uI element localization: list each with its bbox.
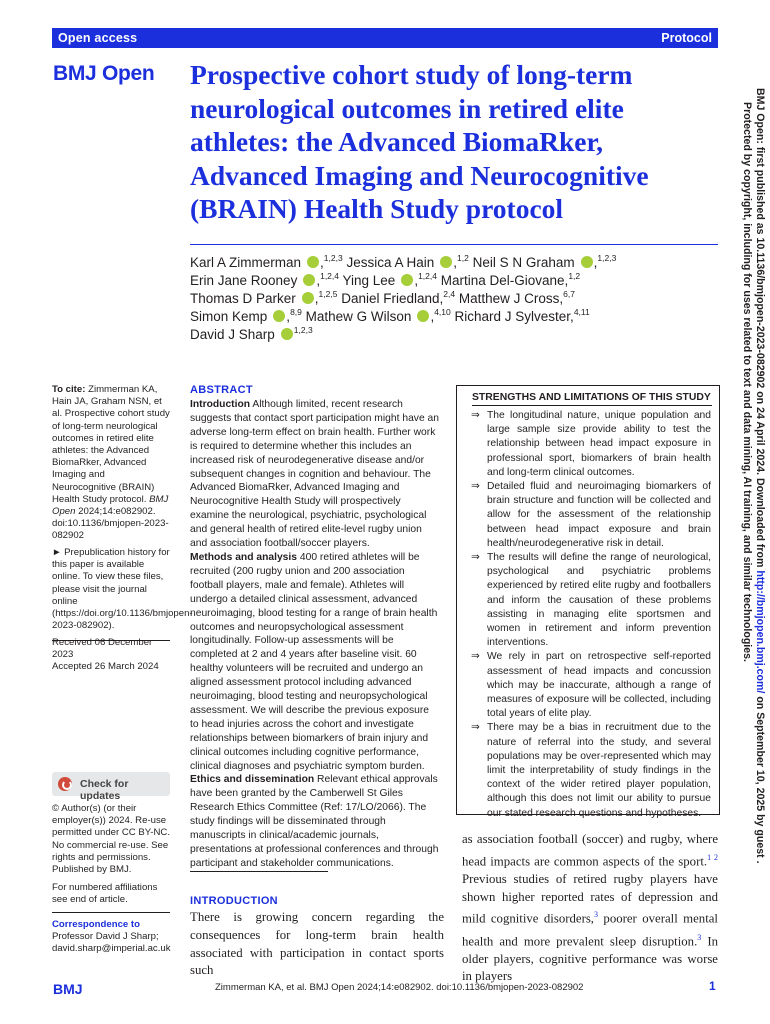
body-text-b: Previous studies of retired rugby players have shown higher reported rates of depression and mild cognitive disorders, [462, 871, 718, 926]
author-name [190, 273, 339, 288]
sidebar-divider-2 [52, 912, 170, 913]
abstract-body [190, 398, 440, 871]
author-separator: , [286, 309, 291, 324]
ref-link[interactable]: 3 [697, 932, 702, 942]
orcid-icon[interactable] [302, 292, 314, 304]
affiliations-note: For numbered affiliations see end of article. [52, 882, 158, 906]
abstract-end-rule [190, 871, 328, 872]
author-affiliation: 4,10 [434, 307, 451, 317]
strengths-item-text: The results will define the range of neurological, psychological and psychiatric problems experienced by retired elite rugby and footballers and inform the causation of these problems assisting in managing elite sportsmen and women in retirement and inform prevention interventions. [487, 552, 711, 649]
orcid-icon[interactable] [440, 256, 452, 268]
arrow-icon: ⇒ [471, 651, 480, 663]
ref-link[interactable]: 3 [594, 910, 599, 920]
journal-logo[interactable]: BMJ Open [53, 62, 155, 85]
body-text-col2 [462, 831, 718, 986]
abstract-ethics-label: Ethics and dissemination [190, 774, 315, 786]
author-name-text: Daniel Friedland, [341, 291, 444, 306]
page-number: 1 [709, 979, 716, 993]
author-affiliation: 1,2 [568, 271, 581, 281]
abstract-ethics-text: Relevant ethical approvals have been granted by the Camberwell St Giles Research Ethics Committee (Ref: 17/LO/2066). The study findings will be disseminated through manuscripts in clinical/academic journals, presentations at professional conferences and through participant and stakeholder communications. [190, 774, 439, 869]
article-title: Prospective cohort study of long-term neurological outcomes in retired elite athletes: the Advanced BiomaRker, Advanced Imaging and Neurocognitive (BRAIN) Health Study protocol [190, 59, 649, 224]
notice-link[interactable]: http://bmjopen.bmj.com/ [754, 570, 766, 694]
author-name-text: Jessica A Hain [346, 255, 435, 270]
body-text-a: as association football (soccer) and rugby, where head impacts are common aspects of the sport. [462, 832, 718, 869]
author-name-text: David J Sharp [190, 327, 275, 342]
author-separator: , [314, 291, 319, 306]
correspondence-name: Professor David J Sharp; [52, 931, 159, 943]
author-affiliation: 1,2,4 [418, 271, 437, 281]
received-date: Received 06 December 2023 [52, 637, 153, 661]
strengths-item-text: The longitudinal nature, unique population and large sample size provide ability to test the relationship between head impact exposure in professional sport, biomarkers of brain health and long-term clinical outcomes. [487, 410, 711, 478]
author-name-text: Mathew G Wilson [305, 309, 412, 324]
dates-block [52, 637, 170, 674]
author-name-text: Martina Del-Giovane, [440, 273, 569, 288]
author-name [441, 273, 580, 288]
accepted-date: Accepted 26 March 2024 [52, 661, 159, 673]
arrow-icon: ⇒ [471, 722, 480, 734]
author-affiliation: 1,2,5 [318, 289, 338, 299]
author-affiliation: 1,2,4 [320, 271, 339, 281]
author-separator: , [414, 273, 419, 288]
author-name-text: Neil S N Graham [472, 255, 575, 270]
abstract-methods-label: Methods and analysis [190, 551, 298, 563]
orcid-icon[interactable] [307, 256, 319, 268]
arrow-icon: ⇒ [471, 481, 480, 493]
notice-line1-b: on September 10, 2025 by guest . [754, 693, 766, 864]
copyright-vertical-notice [740, 88, 766, 988]
strengths-item [471, 409, 711, 480]
strengths-item [471, 480, 711, 551]
author-affiliation: 4,11 [573, 307, 590, 317]
author-name-text: Karl A Zimmerman [190, 255, 302, 270]
notice-line1-a: BMJ Open: first published as 10.1136/bmjopen-2023-082902 on 24 April 2024. Downloaded from [754, 88, 766, 571]
orcid-icon[interactable] [401, 274, 413, 286]
author-name [343, 273, 437, 288]
orcid-icon[interactable] [417, 310, 429, 322]
strengths-item [471, 551, 711, 650]
cite-ref: 2024;14:e082902. doi:10.1136/bmjopen-2023-082902 [52, 506, 169, 542]
author-affiliation: 6,7 [563, 289, 575, 299]
author-name [455, 309, 590, 324]
arrow-icon: ⇒ [471, 410, 480, 421]
author-name-text: Thomas D Parker [190, 291, 296, 306]
author-name [190, 255, 343, 270]
footer-citation: Zimmerman KA, et al. BMJ Open 2024;14:e082902. doi:10.1136/bmjopen-2023-082902 [215, 982, 584, 993]
author-name-text: Ying Lee [342, 273, 396, 288]
author-name [190, 309, 302, 324]
footer-bmj-logo[interactable]: BMJ [53, 981, 83, 997]
arrow-icon: ⇒ [471, 552, 480, 564]
abstract-methods-text: 400 retired athletes will be recruited (200 rugby union and 200 association football players, male and female). Athletes will undergo a detailed clinical assessment, advanced neuroimaging, blood testing for a range of brain health outcomes and neuropsychological assessment longitudinally. Follow-up assessments will be completed at 2 and 4 years after baseline visit. 60 healthy volunteers will be recruited and undergo an aligned assessment protocol including advanced neuroimaging, blood testing and neuropsychological assessment. We will describe the previous exposure to head injuries across the cohort and investigate relationships between biomarkers of brain injury and clinical outcomes including cognitive performance, clinical diagnoses and psychiatric symptom burden. [190, 551, 438, 772]
author-affiliation: 2,4 [443, 289, 456, 299]
cite-journal: BMJ Open [52, 493, 169, 518]
strengths-item [471, 650, 711, 721]
check-updates-button[interactable] [52, 772, 170, 802]
check-updates-label: Check for updates [80, 778, 129, 802]
body-text-d: In older players, cognitive performance was worse in players [462, 933, 718, 984]
author-separator: , [316, 273, 321, 288]
strengths-heading: STRENGTHS AND LIMITATIONS OF THIS STUDY [472, 392, 711, 403]
introduction-heading: INTRODUCTION [190, 895, 278, 907]
open-access-label: Open access [58, 31, 138, 45]
author-name-text: Simon Kemp [190, 309, 268, 324]
check-updates-icon [58, 777, 72, 791]
author-name [306, 309, 451, 324]
strengths-rule [472, 405, 712, 406]
article-type-label: Protocol [661, 31, 712, 45]
author-name [346, 255, 468, 270]
strengths-item-text: There may be a bias in recruitment due to the nature of referral into the study, and several populations may be over-represented which may limit the interpretability of study findings in the context of the wider retired player population, although this does not limit our ability to pursue our stated research questions and hypotheses. [487, 722, 711, 819]
author-name [190, 327, 313, 342]
orcid-icon[interactable] [581, 256, 593, 268]
abstract-intro-label: Introduction [190, 399, 251, 410]
author-name [341, 291, 455, 306]
author-separator: , [320, 255, 324, 270]
copyright-note: © Author(s) (or their employer(s)) 2024. Re-use permitted under CC BY-NC. No commercial re-use. See rights and permissions. Published by BMJ. [52, 803, 171, 876]
abstract-intro-text: Although limited, recent research suggests that contact sport participation might have an adverse long-term effect on brain health. Further work is required to determine whether this includes an increased risk of neurodegenerative disease and/or subsequent changes in cognition and behaviour. The Advanced BiomaRker, Advanced Imaging and Neurocognitive Health Study will prospectively examine the neurological, psychiatric, psychological and general health of retired elite-level rugby union and association football/soccer players. [190, 399, 439, 550]
strengths-item-text: We rely in part on retrospective self-reported assessment of head impacts and concussion which may be inaccurate, although a range of measures of exposure will be collected, including total years of elite play. [487, 651, 711, 720]
body-text-c: poorer overall mental health and more prevalent sleep disruption. [462, 911, 718, 948]
notice-line2: Protected by copyright, including for uses related to text and data mining, AI training, and similar technologies. [741, 102, 753, 662]
introduction-text: There is growing concern regarding the consequences for long-term brain health associated with participation in contact sports such [190, 910, 444, 978]
strengths-list [471, 409, 711, 821]
author-affiliation: 1,2,3 [597, 253, 617, 263]
orcid-icon[interactable] [303, 274, 315, 286]
strengths-item [471, 721, 711, 820]
ref-link[interactable]: 1 2 [707, 852, 718, 862]
author-affiliation: 1,2,3 [323, 253, 343, 263]
author-name-text: Matthew J Cross, [458, 291, 564, 306]
cite-text: Zimmerman KA, Hain JA, Graham NSN, et al. Prospective cohort study of long-term neurological outcomes in retired elite athletes: the Advanced BiomaRker, Advanced Imaging and Neurocognitive (BRAIN) Health Study protocol. [52, 384, 170, 505]
strengths-item-text: Detailed fluid and neuroimaging biomarkers of brain structure and function will be collected and allow for the assessment of the relationship between head impact exposure and brain health/neurodegenerative risk in detail. [487, 481, 711, 549]
author-separator: , [453, 255, 458, 270]
author-name-text: Erin Jane Rooney [190, 273, 298, 288]
author-affiliation: 1,2,3 [293, 325, 313, 335]
citation-block [52, 384, 170, 543]
correspondence-email[interactable]: david.sharp@imperial.ac.uk [52, 943, 171, 955]
author-name [190, 291, 337, 306]
abstract-heading: ABSTRACT [190, 384, 253, 396]
author-affiliation: 8,9 [290, 307, 302, 317]
prepub-note[interactable]: ► Prepublication history for this paper is available online. To view these files, please visit the journal online (https://doi.org/10.1136/bmjopen-2023-082902). [52, 547, 193, 632]
header-bar [52, 28, 718, 48]
orcid-icon[interactable] [273, 310, 285, 322]
author-name [473, 255, 617, 270]
correspondence-label: Correspondence to [52, 919, 140, 930]
author-name [459, 291, 575, 306]
author-affiliation: 1,2 [457, 253, 469, 263]
title-divider [190, 244, 718, 245]
author-list [190, 254, 720, 344]
author-separator: , [430, 309, 435, 324]
orcid-icon[interactable] [281, 328, 293, 340]
author-separator: , [593, 255, 598, 270]
cite-label: To cite: [52, 384, 86, 395]
correspondence-block [52, 919, 170, 956]
author-name-text: Richard J Sylvester, [454, 309, 574, 324]
